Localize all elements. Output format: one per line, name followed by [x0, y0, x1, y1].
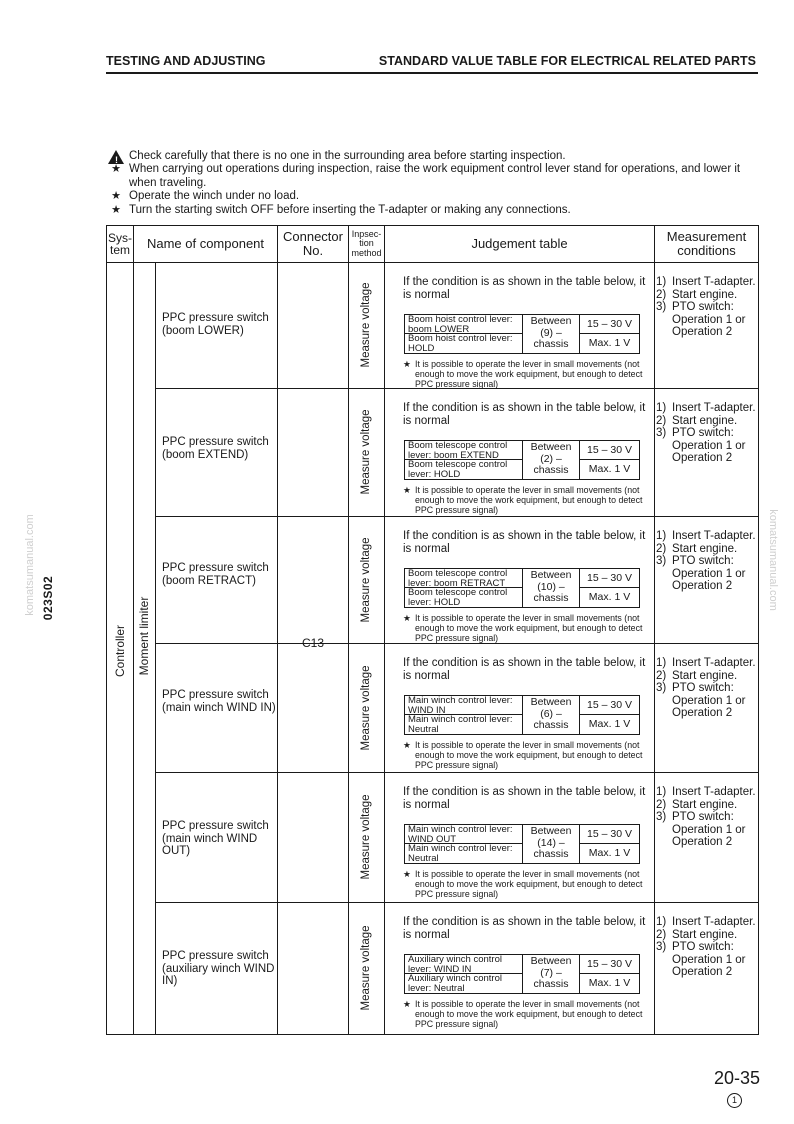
measurement-conditions: 1) Insert T-adapter. 2) Start engine. 3) PTO switch: Operation 1 or Operation 2 — [656, 916, 756, 978]
component-name: PPC pressure switch (boom LOWER) — [162, 312, 269, 337]
condition-hold: Boom telescope control lever: HOLD — [405, 460, 523, 479]
value-hold: Max. 1 V — [579, 460, 639, 479]
header-connector: Connector No. — [283, 229, 343, 258]
warning-triangle-icon: ! — [108, 150, 124, 164]
standard-value-table — [106, 225, 759, 1035]
value-hold: Max. 1 V — [579, 334, 639, 353]
component-name: PPC pressure switch (boom RETRACT) — [162, 562, 269, 587]
component-name: PPC pressure switch (main winch WIND OUT) — [162, 820, 269, 857]
table-row — [107, 388, 758, 516]
star-icon: ★ — [111, 203, 121, 216]
header-system: Sys-tem — [108, 230, 132, 257]
judgement-intro: If the condition is as shown in the table below, it is normal — [403, 916, 646, 941]
table-row — [107, 902, 758, 1034]
star-note: ★ It is possible to operate the lever in small movements (not enough to move the work equipment, but enough to detect PPC pressure signal) — [403, 485, 643, 515]
measure-points: Between (6) – chassis — [530, 696, 572, 731]
condition-operate: Boom telescope control lever: boom RETRACT — [405, 569, 523, 588]
inspection-method: Measure voltage — [360, 925, 372, 1011]
judgement-condition-table — [404, 695, 640, 735]
measurement-conditions: 1) Insert T-adapter. 2) Start engine. 3) PTO switch: Operation 1 or Operation 2 — [656, 402, 756, 464]
revision-circle: 1 — [727, 1093, 742, 1108]
watermark-left: komatsumanual.com — [24, 514, 36, 616]
component-name: PPC pressure switch (boom EXTEND) — [162, 436, 269, 461]
value-operate: 15 – 30 V — [579, 441, 639, 460]
header-inspection-method: Inpsec-tion method — [351, 228, 382, 258]
condition-hold: Main winch control lever: Neutral — [405, 844, 523, 863]
value-operate: 15 – 30 V — [579, 569, 639, 588]
page-number: 20-35 — [713, 1068, 760, 1088]
page-header — [106, 52, 758, 74]
system-controller: Controller — [113, 624, 127, 678]
measure-points: Between (7) – chassis — [530, 955, 572, 990]
inspection-method: Measure voltage — [360, 409, 372, 495]
condition-hold: Main winch control lever: Neutral — [405, 715, 523, 734]
header-judgement-table: Judgement table — [471, 236, 568, 251]
condition-hold: Auxiliary winch control lever: Neutral — [405, 974, 523, 993]
note-text: Turn the starting switch OFF before inserting the T-adapter or making any connections. — [129, 203, 571, 216]
star-icon: ★ — [403, 485, 411, 495]
header-measurement-conditions: Measurement conditions — [666, 229, 747, 258]
note-text: Operate the winch under no load. — [129, 190, 300, 203]
value-operate: 15 – 30 V — [579, 825, 639, 844]
judgement-intro: If the condition is as shown in the table below, it is normal — [403, 276, 646, 301]
star-note: ★ It is possible to operate the lever in small movements (not enough to move the work equipment, but enough to detect PPC pressure signal) — [403, 740, 643, 770]
safety-notes — [107, 150, 757, 217]
value-operate: 15 – 30 V — [579, 696, 639, 715]
value-hold: Max. 1 V — [579, 974, 639, 993]
header-component-name: Name of component — [146, 236, 265, 251]
star-icon: ★ — [403, 999, 411, 1009]
inspection-method: Measure voltage — [360, 794, 372, 880]
table-row — [107, 262, 758, 388]
judgement-intro: If the condition is as shown in the table below, it is normal — [403, 530, 646, 555]
table-row — [107, 516, 758, 643]
judgement-intro: If the condition is as shown in the table below, it is normal — [403, 786, 646, 811]
measure-points: Between (10) – chassis — [530, 569, 572, 604]
star-note: ★ It is possible to operate the lever in small movements (not enough to move the work equipment, but enough to detect PPC pressure signal) — [403, 999, 643, 1029]
connector-number: C13 — [301, 636, 324, 650]
judgement-condition-table — [404, 314, 640, 354]
condition-operate: Main winch control lever: WIND IN — [405, 696, 523, 715]
judgement-intro: If the condition is as shown in the table below, it is normal — [403, 657, 646, 682]
condition-operate: Boom hoist control lever: boom LOWER — [405, 315, 523, 334]
side-document-code: 023S02 — [41, 575, 55, 621]
judgement-condition-table — [404, 954, 640, 994]
condition-operate: Boom telescope control lever: boom EXTEND — [405, 441, 523, 460]
note-item — [107, 204, 757, 217]
star-icon: ★ — [111, 163, 121, 176]
condition-operate: Auxiliary winch control lever: WIND IN — [405, 955, 523, 974]
value-hold: Max. 1 V — [579, 715, 639, 734]
subsystem-moment-limiter: Moment limiter — [137, 596, 151, 676]
star-note: ★ It is possible to operate the lever in small movements (not enough to move the work equipment, but enough to detect PPC pressure signal) — [403, 869, 643, 899]
measure-points: Between (9) – chassis — [530, 315, 572, 350]
measure-points: Between (14) – chassis — [530, 825, 572, 860]
inspection-method: Measure voltage — [360, 536, 372, 623]
measurement-conditions: 1) Insert T-adapter. 2) Start engine. 3) PTO switch: Operation 1 or Operation 2 — [656, 786, 756, 848]
inspection-method: Measure voltage — [360, 664, 372, 751]
measurement-conditions: 1) Insert T-adapter. 2) Start engine. 3) PTO switch: Operation 1 or Operation 2 — [656, 530, 756, 592]
table-row — [107, 643, 758, 772]
judgement-condition-table — [404, 440, 640, 480]
note-warning — [107, 150, 757, 163]
value-operate: 15 – 30 V — [579, 315, 639, 334]
star-note: ★ It is possible to operate the lever in small movements (not enough to move the work equipment, but enough to detect PPC pressure signal) — [403, 613, 643, 643]
measure-points: Between (2) – chassis — [530, 441, 572, 476]
star-icon: ★ — [403, 359, 411, 369]
note-item — [107, 190, 757, 203]
measurement-conditions: 1) Insert T-adapter. 2) Start engine. 3) PTO switch: Operation 1 or Operation 2 — [656, 657, 756, 719]
value-hold: Max. 1 V — [579, 588, 639, 607]
component-name: PPC pressure switch (auxiliary winch WIND IN) — [162, 950, 275, 987]
component-name: PPC pressure switch (main winch WIND IN) — [162, 689, 276, 714]
condition-hold: Boom hoist control lever: HOLD — [405, 334, 523, 353]
condition-operate: Main winch control lever: WIND OUT — [405, 825, 523, 844]
header-document-title: STANDARD VALUE TABLE FOR ELECTRICAL RELATED PARTS — [378, 54, 756, 68]
star-icon: ★ — [403, 869, 411, 879]
condition-hold: Boom telescope control lever: HOLD — [405, 588, 523, 607]
note-item — [107, 163, 757, 190]
judgement-condition-table — [404, 568, 640, 608]
star-icon: ★ — [403, 613, 411, 623]
star-note: ★ It is possible to operate the lever in small movements (not enough to move the work equipment, but enough to detect PPC pressure signal) — [403, 359, 643, 389]
watermark-right: komatsumanual.com — [767, 509, 779, 611]
note-text: Check carefully that there is no one in the surrounding area before starting inspection. — [129, 150, 566, 162]
judgement-intro: If the condition is as shown in the table below, it is normal — [403, 402, 646, 427]
star-icon: ★ — [111, 190, 121, 203]
measurement-conditions: 1) Insert T-adapter. 2) Start engine. 3) PTO switch: Operation 1 or Operation 2 — [656, 276, 756, 338]
star-icon: ★ — [403, 740, 411, 750]
value-hold: Max. 1 V — [579, 844, 639, 863]
header-section-title: TESTING AND ADJUSTING — [106, 54, 266, 68]
inspection-method: Measure voltage — [360, 282, 372, 368]
table-row — [107, 772, 758, 902]
note-text: When carrying out operations during inspection, raise the work equipment control lever stand for operations, and lower it when traveling. — [129, 163, 741, 189]
value-operate: 15 – 30 V — [579, 955, 639, 974]
judgement-condition-table — [404, 824, 640, 864]
